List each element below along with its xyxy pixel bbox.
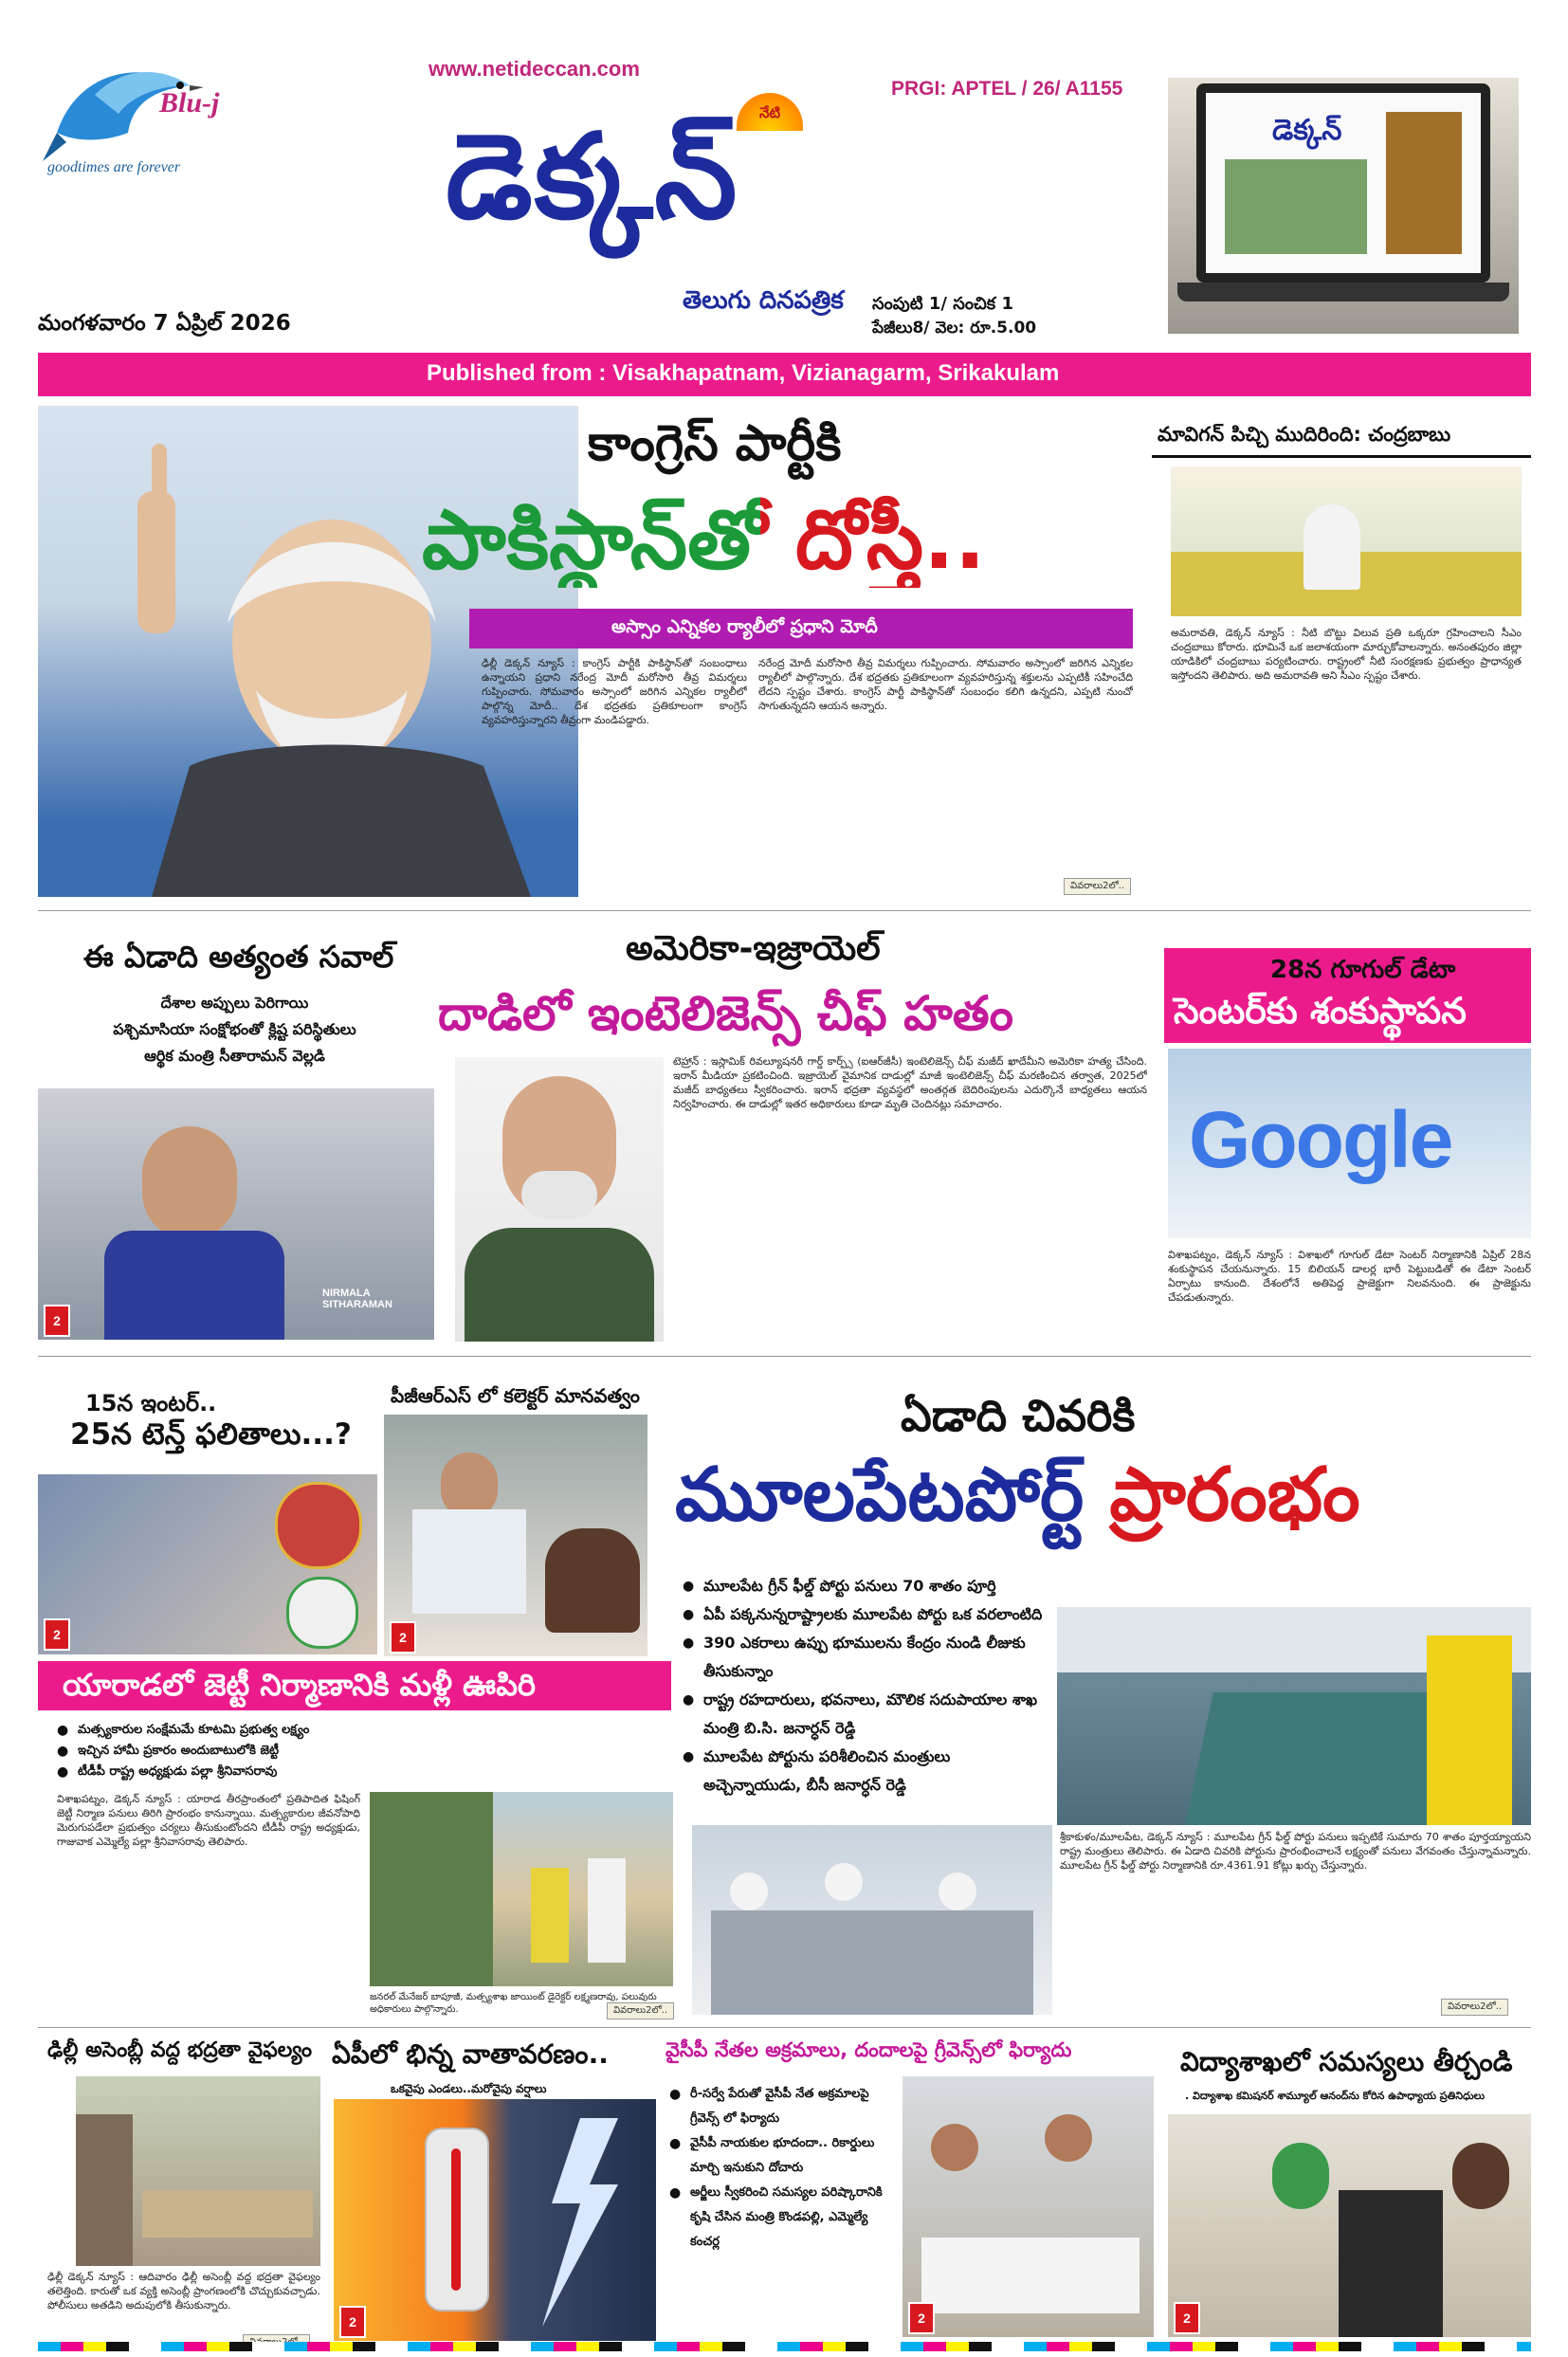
ysrcp-bullet: ● వైసీపీ నాయకుల భూదందా.. రికార్డులు మార్చి ఇనుకుని దోచారు xyxy=(669,2131,899,2181)
sitharaman-nameplate: NIRMALA SITHARAMAN xyxy=(322,1288,392,1310)
port-bullet: ● ఏపీ పక్కనున్నరాష్ట్రాలకు మూలపేట పోర్టు ఒక వరలాంటిది xyxy=(683,1600,1048,1629)
lead-kicker: కాంగ్రెస్ పార్టీకి xyxy=(588,415,842,472)
tv2-logo-icon: 2 xyxy=(44,1618,70,1651)
jetty-body: విశాఖపట్నం, డెక్కన్ న్యూస్ : యారాడ తీరప్రాంతంలో ప్రతిపాదిత ఫిషింగ్ జెట్టీ నిర్మాణ పనులు తిరిగి ప్రారంభం కానున్నాయి. మత్స్యకారుల జీవనోపాధి మెరుగుపడేలా ప్రభుత్వం చర్యలు తీసుకుంటోందని టీడీపీ రాష్ట్ర అధ్యక్షుడు, గాజువాక ఎమ్మెల్యే పల్లా శ్రీనివాసరావు తెలిపారు. xyxy=(57,1793,360,1848)
sitharaman-headline: ఈ ఏడాది అత్యంత సవాల్ xyxy=(83,939,394,975)
divider xyxy=(38,1356,1531,1357)
google-logo-text: Google xyxy=(1189,1095,1452,1184)
lead-subhead: అస్సాం ఎన్నికల ర్యాలీలో ప్రధాని మోదీ xyxy=(611,616,878,637)
education-headline: విద్యాశాఖలో సమస్యలు తీర్చండి xyxy=(1180,2046,1513,2077)
volume-issue: సంపుటి 1/ సంచిక 1 xyxy=(872,294,1013,314)
lead-body-right: నరేంద్ర మోదీ మరోసారి తీవ్ర విమర్శలు గుప్పించారు. సోమవారం అస్సాంలో జరిగిన ఎన్నికల ర్యాలీలో పాల్గొన్నారు. దేశ భద్రతకు ప్రతికూలంగా వ్యవహరిస్తున్న శక్తులను ఎప్పటికీ సహించేది లేదని స్పష్టం చేశారు. కాంగ్రెస్ పార్టీ పాకిస్థాన్‌తో సంబంధం కలిగి ఉన్నదని, ఎప్పటి నుంచో సాగుతున్నదని ఆయన అన్నారు. xyxy=(758,657,1133,712)
google-photo xyxy=(1168,1049,1531,1238)
tv2-logo-icon: 2 xyxy=(908,2302,935,2334)
pgrs-photo xyxy=(384,1415,647,1656)
edition-date: మంగళవారం 7 ఏప్రిల్ 2026 xyxy=(38,311,291,336)
exams-photo xyxy=(38,1474,377,1654)
masthead-title: డెక్కన్ xyxy=(446,109,739,246)
port-bullet: ● 390 ఎకరాలు ఉప్పు భూములను కేంద్రం నుండి లీజుకు తీసుకున్నాం xyxy=(683,1629,1048,1686)
port-ship-photo xyxy=(1057,1607,1531,1825)
sitharaman-point: దేశాల అప్పులు పెరిగాయి xyxy=(160,994,309,1012)
divider xyxy=(38,910,1531,911)
tv2-logo-icon: 2 xyxy=(1174,2302,1200,2334)
education-subhead: . విద్యాశాఖ కమిషనర్ శామ్యూల్ ఆనంద్‌ను కోరిన ఉపాధ్యాయ ప్రతినిధులు xyxy=(1185,2090,1486,2102)
exams-kicker: 15న ఇంటర్.. xyxy=(85,1390,217,1416)
tv2-logo-icon: 2 xyxy=(390,1621,416,1654)
cbn-body: అమరావతి, డెక్కన్ న్యూస్ : నీటి బొట్టు విలువ ప్రతి ఒక్కరూ గ్రహించాలని సీఎం చంద్రబాబు కోరారు. భూమినే ఒక జలాశయంగా మార్చుకోవాలన్నారు. అనంతపురం జిల్లా యాడికిలో చంద్రబాబు పర్యటించారు. రాష్ట్రంలో నీటి సంరక్షణకు ప్రభుత్వం ప్రాధాన్యత ఇస్తోందని తెలిపారు. అది అమరావతి అని సీఎం స్పష్టం చేశారు. xyxy=(1171,627,1522,682)
jetty-bullet: ● మత్స్యకారుల సంక్షేమమే కూటమి ప్రభుత్వ లక్ష్యం xyxy=(57,1720,588,1741)
published-from-text: Published from : Visakhapatnam, Vizianagarm, Srikakulam xyxy=(427,360,1060,386)
neti-badge xyxy=(737,93,803,131)
neti-label: నేటి xyxy=(758,104,781,121)
cbn-photo xyxy=(1171,466,1522,616)
lead-body-left: ఢిల్లీ డెక్కన్ న్యూస్ : కాంగ్రెస్ పార్టీకి పాకిస్థాన్‌తో సంబంధాలు ఉన్నాయని ప్రధాని నరేంద్ర మోదీ మరోసారి తీవ్ర విమర్శలు గుప్పించారు. సోమవారం అస్సాంలో జరిగిన ఎన్నికల ర్యాలీలో పాల్గొన్న మోదీ.. దేశ భద్రతకు ప్రతికూలంగా కాంగ్రెస్ వ్యవహరిస్తున్నారని తీవ్రంగా మండిపడ్డారు. xyxy=(482,657,747,726)
ysrcp-bullet: ● రీ-సర్వే పేరుతో వైసీపీ నేత అక్రమాలపై గ్రీవెన్స్ లో ఫిర్యాదు xyxy=(669,2082,899,2131)
website-url[interactable]: www.netideccan.com xyxy=(428,57,640,81)
ysrcp-bullets xyxy=(669,2082,899,2255)
divider xyxy=(38,2027,1531,2028)
lead-more-link[interactable]: వివరాలు2లో.. xyxy=(1064,878,1131,895)
google-kicker: 28న గూగుల్ డేటా xyxy=(1270,956,1456,984)
exams-headline: 25న టెన్త్ ఫలితాలు...? xyxy=(70,1417,352,1452)
google-body: విశాఖపట్నం, డెక్కన్ న్యూస్ : విశాఖలో గూగుల్ డేటా సెంటర్ నిర్మాణానికి ఏప్రిల్ 28న శంకుస్థాపన చేయనున్నారు. 15 బిలియన్ డాలర్ల భారీ పెట్టుబడితో ఈ డేటా సెంటర్ ఏర్పాటు కానుంది. దేశంలోనే అతిపెద్ద ప్రాజెక్టుగా నిలవనుంది. ఈ ప్రాజెక్టును చేపడుతున్నారు. xyxy=(1168,1249,1531,1304)
masthead-subtitle: తెలుగు దినపత్రిక xyxy=(683,286,844,315)
prgi-number: PRGI: APTEL / 26/ A1155 xyxy=(891,78,1123,100)
jetty-bullets xyxy=(57,1720,588,1782)
lightning-icon xyxy=(523,2118,647,2327)
port-headline xyxy=(675,1453,1360,1556)
port-body: శ్రీకాకుళం/మూలపేట, డెక్కన్ న్యూస్ : మూలపేట గ్రీన్ ఫీల్డ్ పోర్టు పనులు ఇప్పటికే సుమారు 70 శాతం పూర్తయ్యాయని రాష్ట్ర మంత్రులు తెలిపారు. ఈ ఏడాది చివరికి పోర్టును ప్రారంభించాలనే లక్ష్యంతో పనులు వేగవంతం చేస్తున్నామన్నారు. మూలపేట గ్రీన్ ఫీల్డ్ పోర్టు నిర్మాణానికి రూ.4361.91 కోట్లు ఖర్చు చేస్తున్నారు. xyxy=(1060,1831,1531,1872)
iran-headline: దాడిలో ఇంటెలిజెన్స్ చీఫ్ హతం xyxy=(438,986,1013,1041)
registration-marks xyxy=(38,2342,1531,2351)
jetty-bullet: ● టీడీపీ రాష్ట్ర అధ్యక్షుడు పల్లా శ్రీనివాసరావు xyxy=(57,1762,588,1782)
education-photo xyxy=(1168,2114,1531,2337)
jetty-bullet: ● ఇచ్చిన హామీ ప్రకారం అందుబాటులోకి జెట్టీ xyxy=(57,1741,588,1762)
iran-chief-photo xyxy=(455,1057,664,1342)
tv2-logo-icon: 2 xyxy=(339,2306,366,2338)
weather-headline: ఏపీలో భిన్న వాతావరణం.. xyxy=(332,2038,609,2070)
port-bullet: ● రాష్ట్ర రహదారులు, భవనాలు, మౌలిక సదుపాయాల శాఖ మంత్రి బి.సి. జనార్ధన్ రెడ్డి xyxy=(683,1686,1048,1743)
jetty-photo xyxy=(370,1792,673,1986)
port-headline-blue: మూలపేటపోర్ట్ xyxy=(675,1453,1085,1538)
sitharaman-points xyxy=(38,990,431,1069)
port-ministers-photo xyxy=(692,1825,1052,2015)
delhi-photo xyxy=(76,2076,320,2266)
port-more-link[interactable]: వివరాలు2లో.. xyxy=(1441,1999,1508,2016)
port-bullet: ● మూలపేట గ్రీన్ ఫీల్డ్ పోర్టు పనులు 70 శాతం పూర్తి xyxy=(683,1572,1048,1600)
laptop-image: డెక్కన్ xyxy=(1168,78,1519,334)
weather-photo xyxy=(334,2099,656,2341)
ysrcp-photo xyxy=(903,2076,1154,2337)
port-headline-red: ప్రారంభం xyxy=(1109,1453,1360,1538)
pgrs-headline: పీజీఆర్ఎస్ లో కలెక్టర్ మానవత్వం xyxy=(391,1384,640,1407)
jetty-headline: యారాడలో జెట్టీ నిర్మాణానికి మళ్లీ ఊపిరి xyxy=(63,1667,536,1703)
port-kicker: ఏడాది చివరికి xyxy=(901,1390,1136,1441)
jetty-caption: జనరల్ మేనేజర్ బాపూజీ, మత్స్యశాఖ జాయింట్ డైరెక్టర్ లక్ష్మణరావు, పలువురు అధికారులు పాల్గొన్నారు. xyxy=(370,1992,657,2015)
lead-headline xyxy=(422,493,986,588)
port-bullets xyxy=(683,1572,1048,1800)
lead-subhead-bar xyxy=(469,609,1133,649)
weather-subhead: ఒకవైపు ఎండలు..మరోవైపు వర్షాలు xyxy=(391,2082,547,2095)
sitharaman-point: పశ్చిమాసియా సంక్షోభంతో క్లిష్ట పరిస్థితులు xyxy=(113,1020,356,1038)
iran-body: టెహ్రాన్ : ఇస్లామిక్ రివల్యూషనరీ గార్డ్ కార్ప్స్ (ఐఆర్‌జీసీ) ఇంటెలిజెన్స్ చీఫ్ మజీద్ ఖాదేమీని అమెరికా హత్య చేసింది. ఇరాన్ మీడియా ప్రకటించింది. ఇజ్రాయెల్ వైమానిక దాడుల్లో మాజీ ఇంటెలిజెన్స్ చీఫ్ మరణించిన తర్వాత, 2025లో మజీద్ బాధ్యతలు స్వీకరించారు. ఇరాన్ భద్రతా వ్యవస్థలో అంతర్గత బెదిరింపులను ఎదుర్కొనే బాధ్యతలు ఆయన నిర్వహించారు. ఈ దాడుల్లో ఇతర అధికారులు కూడా మృతి చెందినట్లు సమాచారం. xyxy=(673,1055,1147,1110)
sitharaman-photo xyxy=(38,1088,434,1340)
jetty-more-link[interactable]: వివరాలు2లో.. xyxy=(607,2002,674,2019)
port-bullet: ● మూలపేట పోర్టును పరిశీలించిన మంత్రులు అచ్చెన్నాయుడు, బీసీ జనార్ధన్ రెడ్డి xyxy=(683,1743,1048,1800)
google-headline: సెంటర్‌కు శంకుస్థాపన xyxy=(1174,990,1467,1032)
iran-kicker: అమెరికా-ఇజ్రాయెల్ xyxy=(626,929,881,968)
sitharaman-point: ఆర్థిక మంత్రి సీతారామన్ వెల్లడి xyxy=(144,1047,325,1065)
cbn-headline: మావిగన్ పిచ్చి ముదిరింది: చంద్రబాబు xyxy=(1158,423,1451,446)
lead-headline-text: పాకిస్థాన్‌తో దోస్తీ.. xyxy=(422,493,986,588)
cbn-headline-box xyxy=(1152,413,1531,458)
tv2-logo-icon: 2 xyxy=(44,1305,70,1337)
ysrcp-headline: వైసీపీ నేతల అక్రమాలు, దందాలపై గ్రీవెన్స్‌లో ఫిర్యాదు xyxy=(665,2038,1072,2061)
ad-brand: Blu-j xyxy=(159,87,220,119)
blu-j-ad xyxy=(38,38,242,180)
published-from-bar xyxy=(38,353,1531,396)
delhi-headline: ఢిల్లీ అసెంబ్లీ వద్ద భద్రతా వైఫల్యం xyxy=(47,2038,313,2062)
ad-tagline: goodtimes are forever xyxy=(47,159,181,175)
thermometer-icon xyxy=(425,2128,489,2311)
delhi-body: ఢిల్లీ డెక్కన్ న్యూస్ : ఆదివారం ఢిల్లీ అసెంబ్లీ వద్ద భద్రతా వైఫల్యం తలెత్తింది. కారుతో ఒక వ్యక్తి అసెంబ్లీ ప్రాంగణంలోకి చొచ్చుకువచ్చాడు. పోలీసులు అతడిని అదుపులోకి తీసుకున్నారు. xyxy=(47,2271,320,2311)
pages-price: పేజీలు8/ వెల: రూ.5.00 xyxy=(872,319,1037,338)
ysrcp-bullet: ● అర్జీలు స్వీకరించి సమస్యల పరిష్కారానికి కృషి చేసిన మంత్రి కొండపల్లి, ఎమ్మెల్యే కంచర్ల xyxy=(669,2181,899,2255)
jetty-headline-bar xyxy=(38,1661,671,1710)
